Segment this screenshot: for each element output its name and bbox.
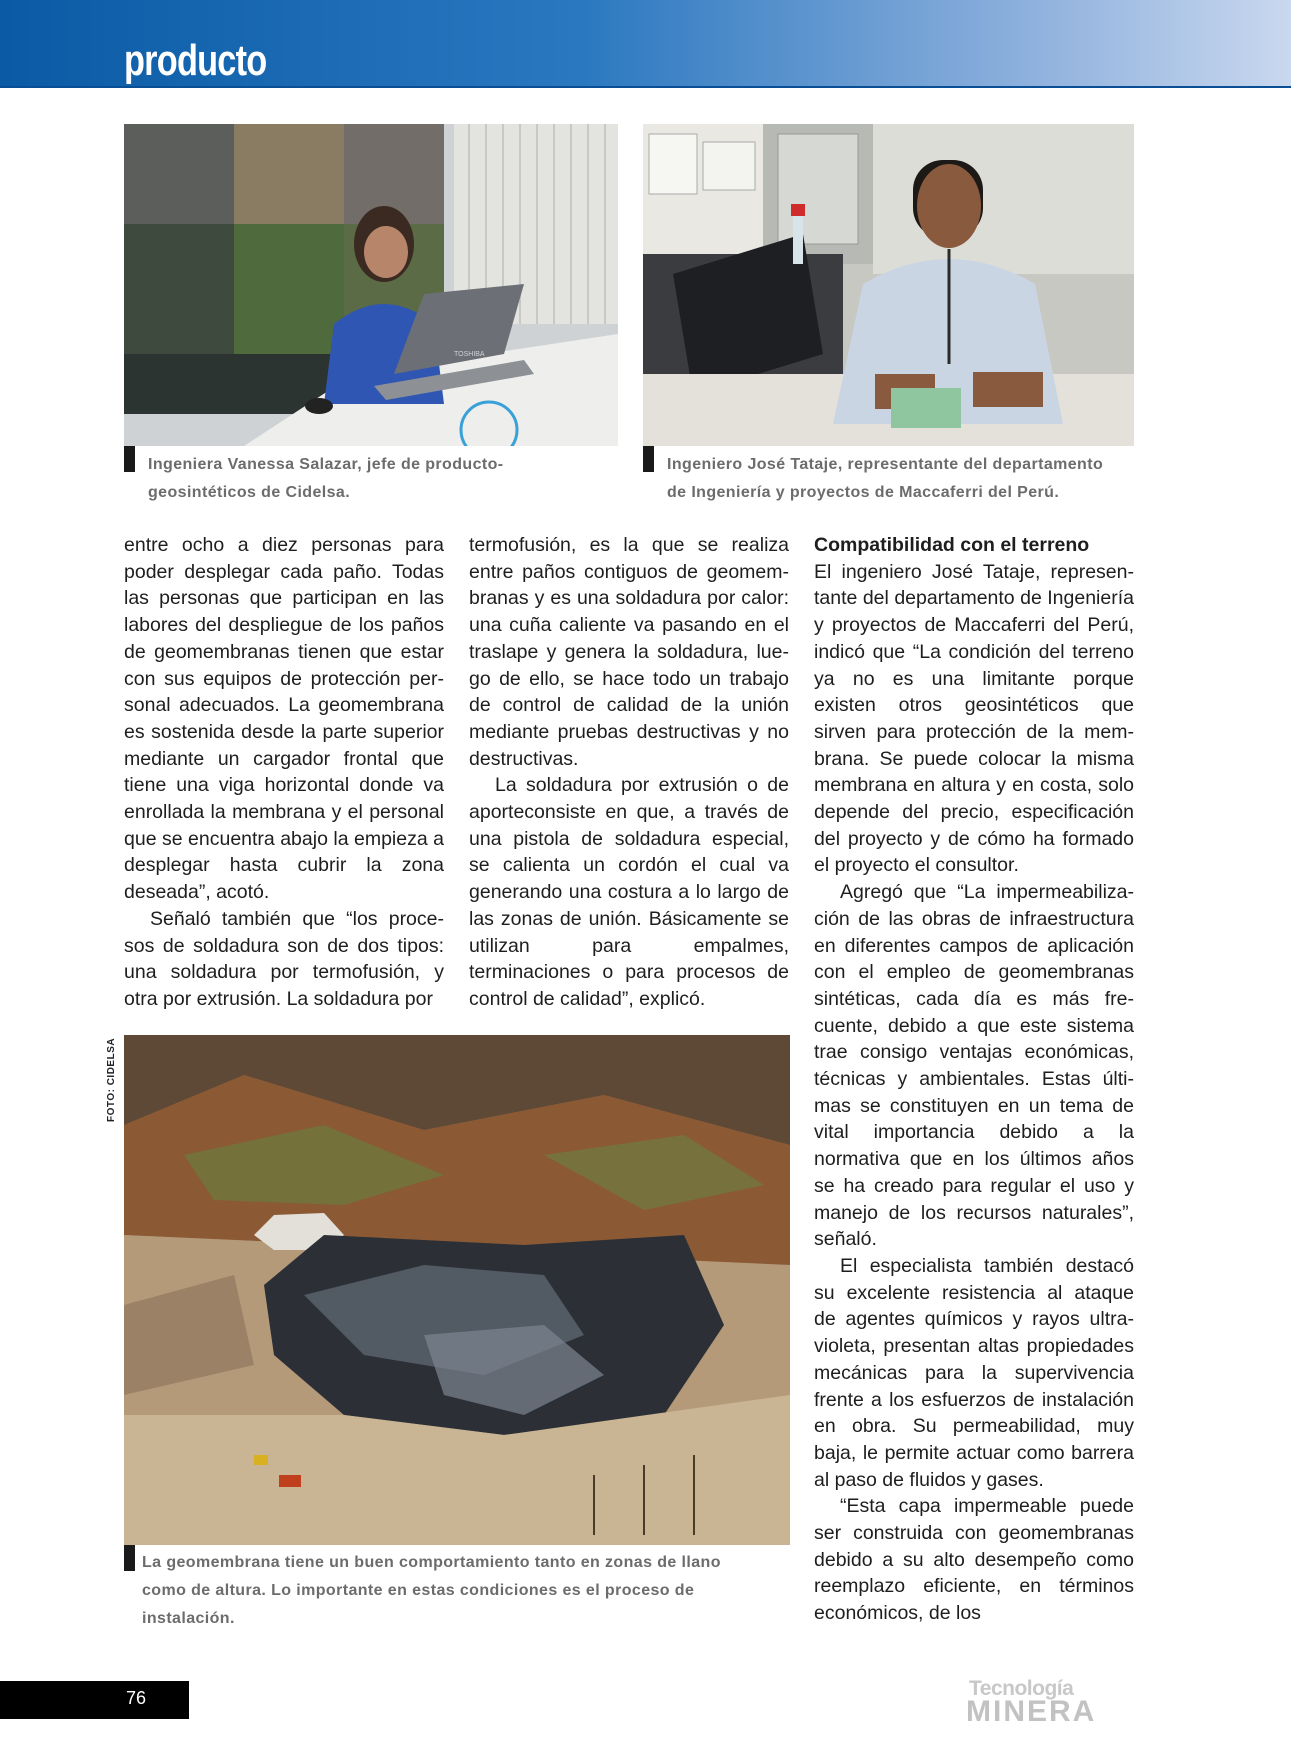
header-rule <box>0 86 1291 88</box>
caption-left-line1: Ingeniera Vanessa Salazar, jefe de producto- <box>148 456 504 473</box>
section-heading: Compatibilidad con el terreno <box>814 534 1090 556</box>
col3-paragraph-2: Agregó que “La impermeabilización de las obras de infraestructura en diferentes campos de aplicación con el empleo de geomembranas sintéticas, cada día es más frecuente, debido a que este sistema trae consigo ventajas económicas, técnicas y ambientales. Estas últimas se constituyen en un tema de vital importancia debido a la normativa que en los últimos años se ha creado para regular el uso y manejo de los recursos naturales”, señaló. <box>814 881 1134 1251</box>
caption-bottom-line2: como de altura. Lo importante en estas condiciones es el proceso de <box>142 1582 695 1599</box>
caption-bottom <box>142 1549 782 1633</box>
caption-bottom-line1: La geomembrana tiene un buen comportamiento tanto en zonas de llano <box>142 1554 721 1571</box>
page-number-box <box>0 1681 189 1719</box>
col3-paragraph-1: El ingeniero José Tataje, representante del departamento de Ingeniería y proyectos de Maccaferri del Perú, indicó que “La condición del terreno ya no es una limitante porque existen otros geosintéticos que sirven para protección de la membrana. Se puede colocar la misma membrana en altura y en costa, solo depende del precio, especificación del proyecto y de cómo ha formado el proyecto el consultor. <box>814 560 1134 877</box>
caption-marker-right <box>643 446 654 472</box>
caption-right-line2: de Ingeniería y proyectos de Maccaferri del Perú. <box>667 484 1060 501</box>
photo-jose-tataje <box>643 124 1134 446</box>
col3-paragraph-3: El especialista también destacó su excelente resistencia al ataque de agentes químicos y rayos ultravioleta, presentan altas propiedades mecánicas para la supervivencia frente a los esfuerzos de instalación en obra. Su permeabilidad, muy baja, le permite actuar como barrera al paso de fluidos y gases. <box>814 1254 1134 1491</box>
caption-left <box>148 451 618 507</box>
col3-paragraph-4: “Esta capa impermeable puede ser construida con geomembranas debido a su alto desempeño como reemplazo eficiente, en términos económicos, de los <box>814 1495 1134 1625</box>
photo-credit: FOTO: CIDELSA <box>106 1037 117 1122</box>
text-column-2 <box>469 532 789 1013</box>
photo-vanessa-salazar <box>124 124 618 446</box>
col1-paragraph-2: Señaló también que “los procesos de soldadura son de dos tipos: una soldadura por termofusión, y otra por extrusión. La soldadura por <box>124 907 444 1010</box>
caption-left-line2: geosintéticos de Cidelsa. <box>148 484 351 501</box>
col2-paragraph-2: La soldadura por extrusión o de aporteconsiste en que, a través de una pistola de soldadura especial, se calienta un cordón el cual va generando una costura a lo largo de las zonas de unión. Básicamente se utilizan para empalmes, terminaciones o para procesos de control de calidad”, explicó. <box>469 774 789 1010</box>
caption-right-line1: Ingeniero José Tataje, representante del departamento <box>667 456 1104 473</box>
col1-paragraph-1: entre ocho a diez personas para poder desplegar cada paño. Todas las personas que participan en las labores del despliegue de los paños de geomembranas tienen que estar con sus equipos de protección personal adecuados. La geomembrana es sostenida desde la parte superior mediante un cargador frontal que tiene una viga horizontal donde va enrollada la membrana y el personal que se encuentra abajo la empieza a desplegar hasta cubrir la zona deseada”, acotó. <box>124 534 444 904</box>
page-number: 76 <box>126 1688 147 1708</box>
section-label: producto <box>124 36 267 85</box>
caption-marker-left <box>124 446 135 472</box>
laptop-brand-label: TOSHIBA <box>454 351 485 358</box>
photo-geomembrane-site <box>124 1035 790 1545</box>
text-column-1 <box>124 532 444 1013</box>
col2-paragraph-1: termofusión, es la que se realiza entre paños contiguos de geomembranas y es una soldadura por calor: una cuña caliente va pasando en el traslape y genera la soldadura, luego de ello, se hace todo un trabajo de control de calidad de la unión mediante pruebas destructivas y no destructivas. <box>469 534 789 770</box>
magazine-logo-bottom: MINERA <box>966 1695 1097 1728</box>
caption-marker-bottom <box>124 1545 135 1571</box>
caption-bottom-line3: instalación. <box>142 1610 235 1627</box>
caption-right <box>667 451 1147 507</box>
magazine-logo-top: Tecnología <box>969 1677 1074 1700</box>
text-column-3 <box>814 532 1134 1627</box>
